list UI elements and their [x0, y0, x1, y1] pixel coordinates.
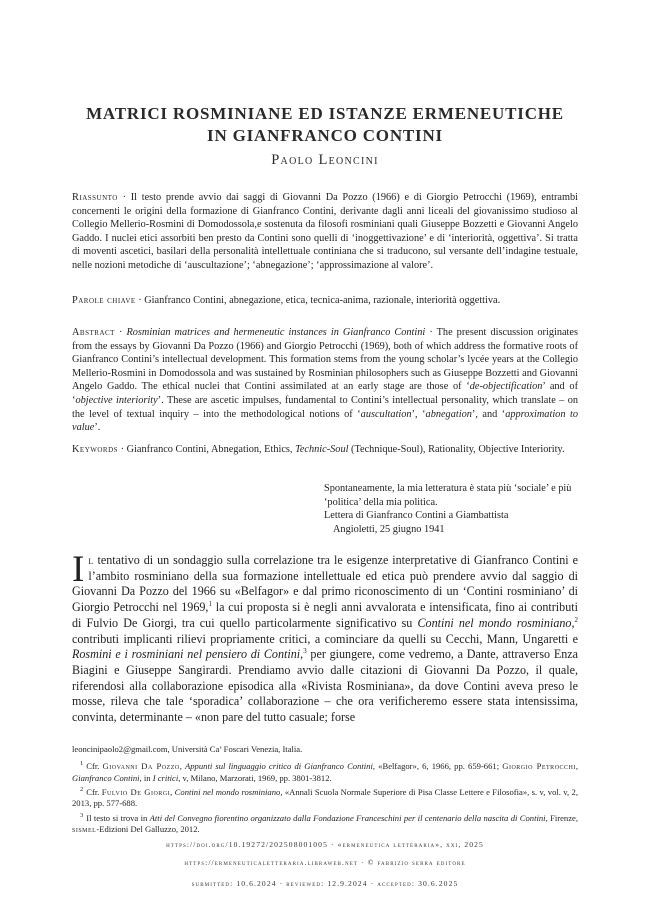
fn1-text-f: , v, Milano, Marzorati, 1969, pp. 3801-3812.	[178, 772, 332, 783]
footer-website-line[interactable]: https://ermeneuticaletteraria.libraweb.net · © fabrizio serra editore	[184, 858, 466, 867]
abstract-text-b: ’ and of ‘	[72, 381, 579, 406]
author-affiliation-note: leoncinipaolo2@gmail.com, Università Ca’ Foscari Venezia, Italia.	[72, 744, 303, 754]
abstract-english-title: Rosminian matrices and hermeneutic instances in Gianfranco Contini	[126, 327, 426, 338]
fn1-text-d: ,	[575, 761, 579, 772]
body-text-4: contributi implicanti rilievi propriamente critici, a cominciare da quelli su Cecchi, Mann, Ungaretti e	[72, 631, 578, 646]
footnote-ref-2[interactable]: 2	[574, 615, 578, 624]
fn1-author-2: Giorgio Petrocchi	[502, 761, 576, 772]
abstract-separator-2: ·	[425, 327, 437, 338]
footnote-2	[72, 784, 578, 810]
footnote-2-number: 2	[80, 786, 84, 794]
abstract-text-e: ’, and ‘	[471, 408, 506, 420]
body-italic-2: Rosmini e i rosminiani nel pensiero di Contini	[72, 647, 301, 662]
footer-doi-line[interactable]: https://doi.org/10.19272/202508001005 · «ermeneutica letteraria», xxi, 2025	[166, 840, 484, 849]
fn3-title-1: Atti del Convegno fiorentino organizzato dalla Fondazione Franceschini per il centenario della nascita di Contini	[149, 812, 546, 823]
fn3-text-b: , Firenze,	[545, 812, 579, 823]
keywords-text-b: (Technique-Soul), Rationality, Objective Interiority.	[348, 444, 565, 455]
fn2-text-a: Cfr.	[86, 786, 102, 797]
fn1-text-b: ,	[179, 761, 186, 772]
epigraph-quote: Spontaneamente, la mia letteratura è stata più ‘sociale’ e più ‘politica’ della mia politica.	[324, 483, 572, 508]
epigraph-reference	[324, 509, 580, 536]
abstract-term-2: objective interiority	[75, 394, 158, 406]
body-text-6: per giungere, come vedremo, a Dante, attraverso Enza Biagini e Giuseppe Sangirardi. Prendiamo avvio dalle citazioni di Giovanni Da Pozzo, il quale, riferendosi alla collaborazione episodica alla «Rivista Rosminiana», da dove Contini aveva preso le mosse, rileva che tale ‘sporadica’ collaborazione – che ora verificheremo essere stata intensissima, convinta, determinante – «non pare del tutto casuale; forse	[72, 647, 578, 725]
parole-chiave-text: · Gianfranco Contini, abnegazione, etica, tecnica-anima, razionale, interiorità oggettiva.	[135, 295, 501, 306]
riassunto-text: · Il testo prende avvio dai saggi di Giovanni Da Pozzo (1966) e di Giorgio Petrocchi (1969), entrambi concernenti le origini della formazione di Gianfranco Contini, derivante dagli anni liceali del giovanissimo studioso al Collegio Mellerio-Rosmini di Domodossola,e sostenuta da filosofi rosminiani quali Giuseppe Bozzetti e Giovanni Angelo Gaddo. I nuclei etici assorbiti ben presto da Contini sono quelli di ‘inoggettivazione’ e di ‘interiorità, oggettiva’. Si tratta di moventi ascetici, basilari della personalità intellettuale continiana che si traducono, sul versante dell’indagine testuale, nelle nozioni metodiche di ‘auscultazione’; ‘abnegazione’; ‘approssimazione al valore’.	[72, 192, 578, 271]
abstract-term-4: abnegation	[425, 408, 472, 420]
parole-chiave-paragraph	[72, 294, 578, 308]
epigraph	[324, 482, 580, 536]
riassunto-label: Riassunto	[72, 192, 118, 203]
article-title-line-1: MATRICI ROSMINIANE ED ISTANZE ERMENEUTICHE	[86, 104, 564, 123]
body-text-2: la cui proposta si è negli anni avvalorata e intensificata, fino ai contributi di Fulvio De Giorgi, tra cui quello particolarmente significativo su	[72, 600, 578, 630]
keywords-term: Technic-Soul	[295, 444, 349, 455]
abstract-text-d: ’, ‘	[411, 408, 426, 420]
fn1-text-e: , in	[139, 772, 153, 783]
fn2-title-1: Contini nel mondo rosminiano	[174, 786, 281, 797]
fn1-text-a: Cfr.	[86, 761, 103, 772]
footnote-3-number: 3	[80, 811, 84, 819]
keywords-text-a: · Gianfranco Contini, Abnegation, Ethics,	[118, 444, 296, 455]
author-name: Paolo Leoncini	[271, 152, 379, 168]
footnote-1-number: 1	[80, 760, 84, 768]
abstract-separator: ·	[114, 327, 127, 338]
drop-cap: I	[72, 549, 85, 590]
fn3-text-c: -Edizioni Del Galluzzo, 2012.	[96, 824, 200, 835]
keywords-label: Keywords	[72, 444, 119, 455]
epigraph-ref-line-1: Lettera di Gianfranco Contini a Giambattista	[324, 510, 509, 522]
abstract-term-1: de-objectification	[469, 381, 543, 393]
fn2-author-1: Fulvio De Giorgi	[101, 786, 171, 797]
fn1-title-3: I critici	[152, 772, 179, 783]
parole-chiave-label: Parole chiave	[72, 295, 136, 306]
body-text-3: ,	[571, 615, 575, 630]
footnote-1	[72, 758, 578, 784]
fn2-text-c: , «Annali Scuola Normale Superiore di Pisa Classe Lettere e Filosofia», s. v, vol. v, 2, 2013, pp. 577-688.	[72, 786, 579, 809]
footnote-ref-3[interactable]: 3	[303, 647, 307, 656]
abstract-term-5: approximation to value	[72, 408, 578, 434]
body-paragraph	[72, 549, 578, 726]
riassunto-paragraph	[72, 191, 578, 273]
footnote-3	[72, 810, 578, 836]
footer-dates-line: submitted: 10.6.2024 · reviewed: 12.9.2024 · accepted: 30.6.2025	[191, 879, 459, 888]
abstract-label: Abstract	[72, 327, 115, 338]
fn1-text-c: , «Belfagor», 6, 1966, pp. 659-661;	[372, 761, 503, 772]
body-text-5: ,	[300, 647, 304, 662]
fn3-publisher-sc: sismel	[72, 824, 97, 835]
abstract-text-f: ’.	[94, 422, 101, 434]
fn2-text-b: ,	[170, 786, 175, 797]
fn1-author-1: Giovanni Da Pozzo	[102, 761, 180, 772]
body-italic-1: Contini nel mondo rosminiano	[417, 615, 572, 630]
body-text-1: tentativo di un sondaggio sulla correlazione tra le esigenze interpretative di Gianfranco Contini e l’ambito rosminiano della sua formazione intellettuale ed etica può prendere avvio dal saggio di Giovanni Da Pozzo del 1966 su «Belfagor» e dal primo riconoscimento di un ‘Contini rosminiano’ di Giorgio Petrocchi nel 1969,	[72, 553, 578, 615]
article-title-line-2: IN GIANFRANCO CONTINI	[207, 126, 443, 145]
fn1-title-1: Appunti sul linguaggio critico di Gianfranco Contini	[185, 761, 373, 772]
abstract-term-3: auscultation	[360, 408, 412, 420]
lead-word: l	[88, 553, 94, 567]
fn1-title-2: Gianfranco Contini	[72, 772, 140, 783]
abstract-paragraph	[72, 326, 578, 435]
fn3-text-a: Il testo si trova in	[86, 812, 150, 823]
abstract-text-c: ’. These are ascetic impulses, fundamental to Contini’s intellectual personality, which translate – on the level of textual inquiry – into the methodological notions of ‘	[72, 394, 578, 420]
keywords-paragraph	[72, 443, 578, 457]
abstract-text-a: The present discussion originates from the essays by Giovanni Da Pozzo (1966) and Giorgio Petrocchi (1969), both of which address the formative roots of Gianfranco Contini’s intellectual development. This formation stems from the young scholar’s lycée years at the Collegio Mellerio-Rosmini in Domodossola and was sustained by Rosminian philosophers such as Giuseppe Bozzetti and Giovanni Angelo Gaddo. The ethical nuclei that Contini assimilated at an early stage are those of ‘	[72, 327, 578, 393]
footnote-ref-1[interactable]: 1	[208, 600, 212, 609]
footnotes	[72, 744, 578, 835]
epigraph-ref-line-2: Angioletti, 25 giugno 1941	[333, 523, 445, 535]
